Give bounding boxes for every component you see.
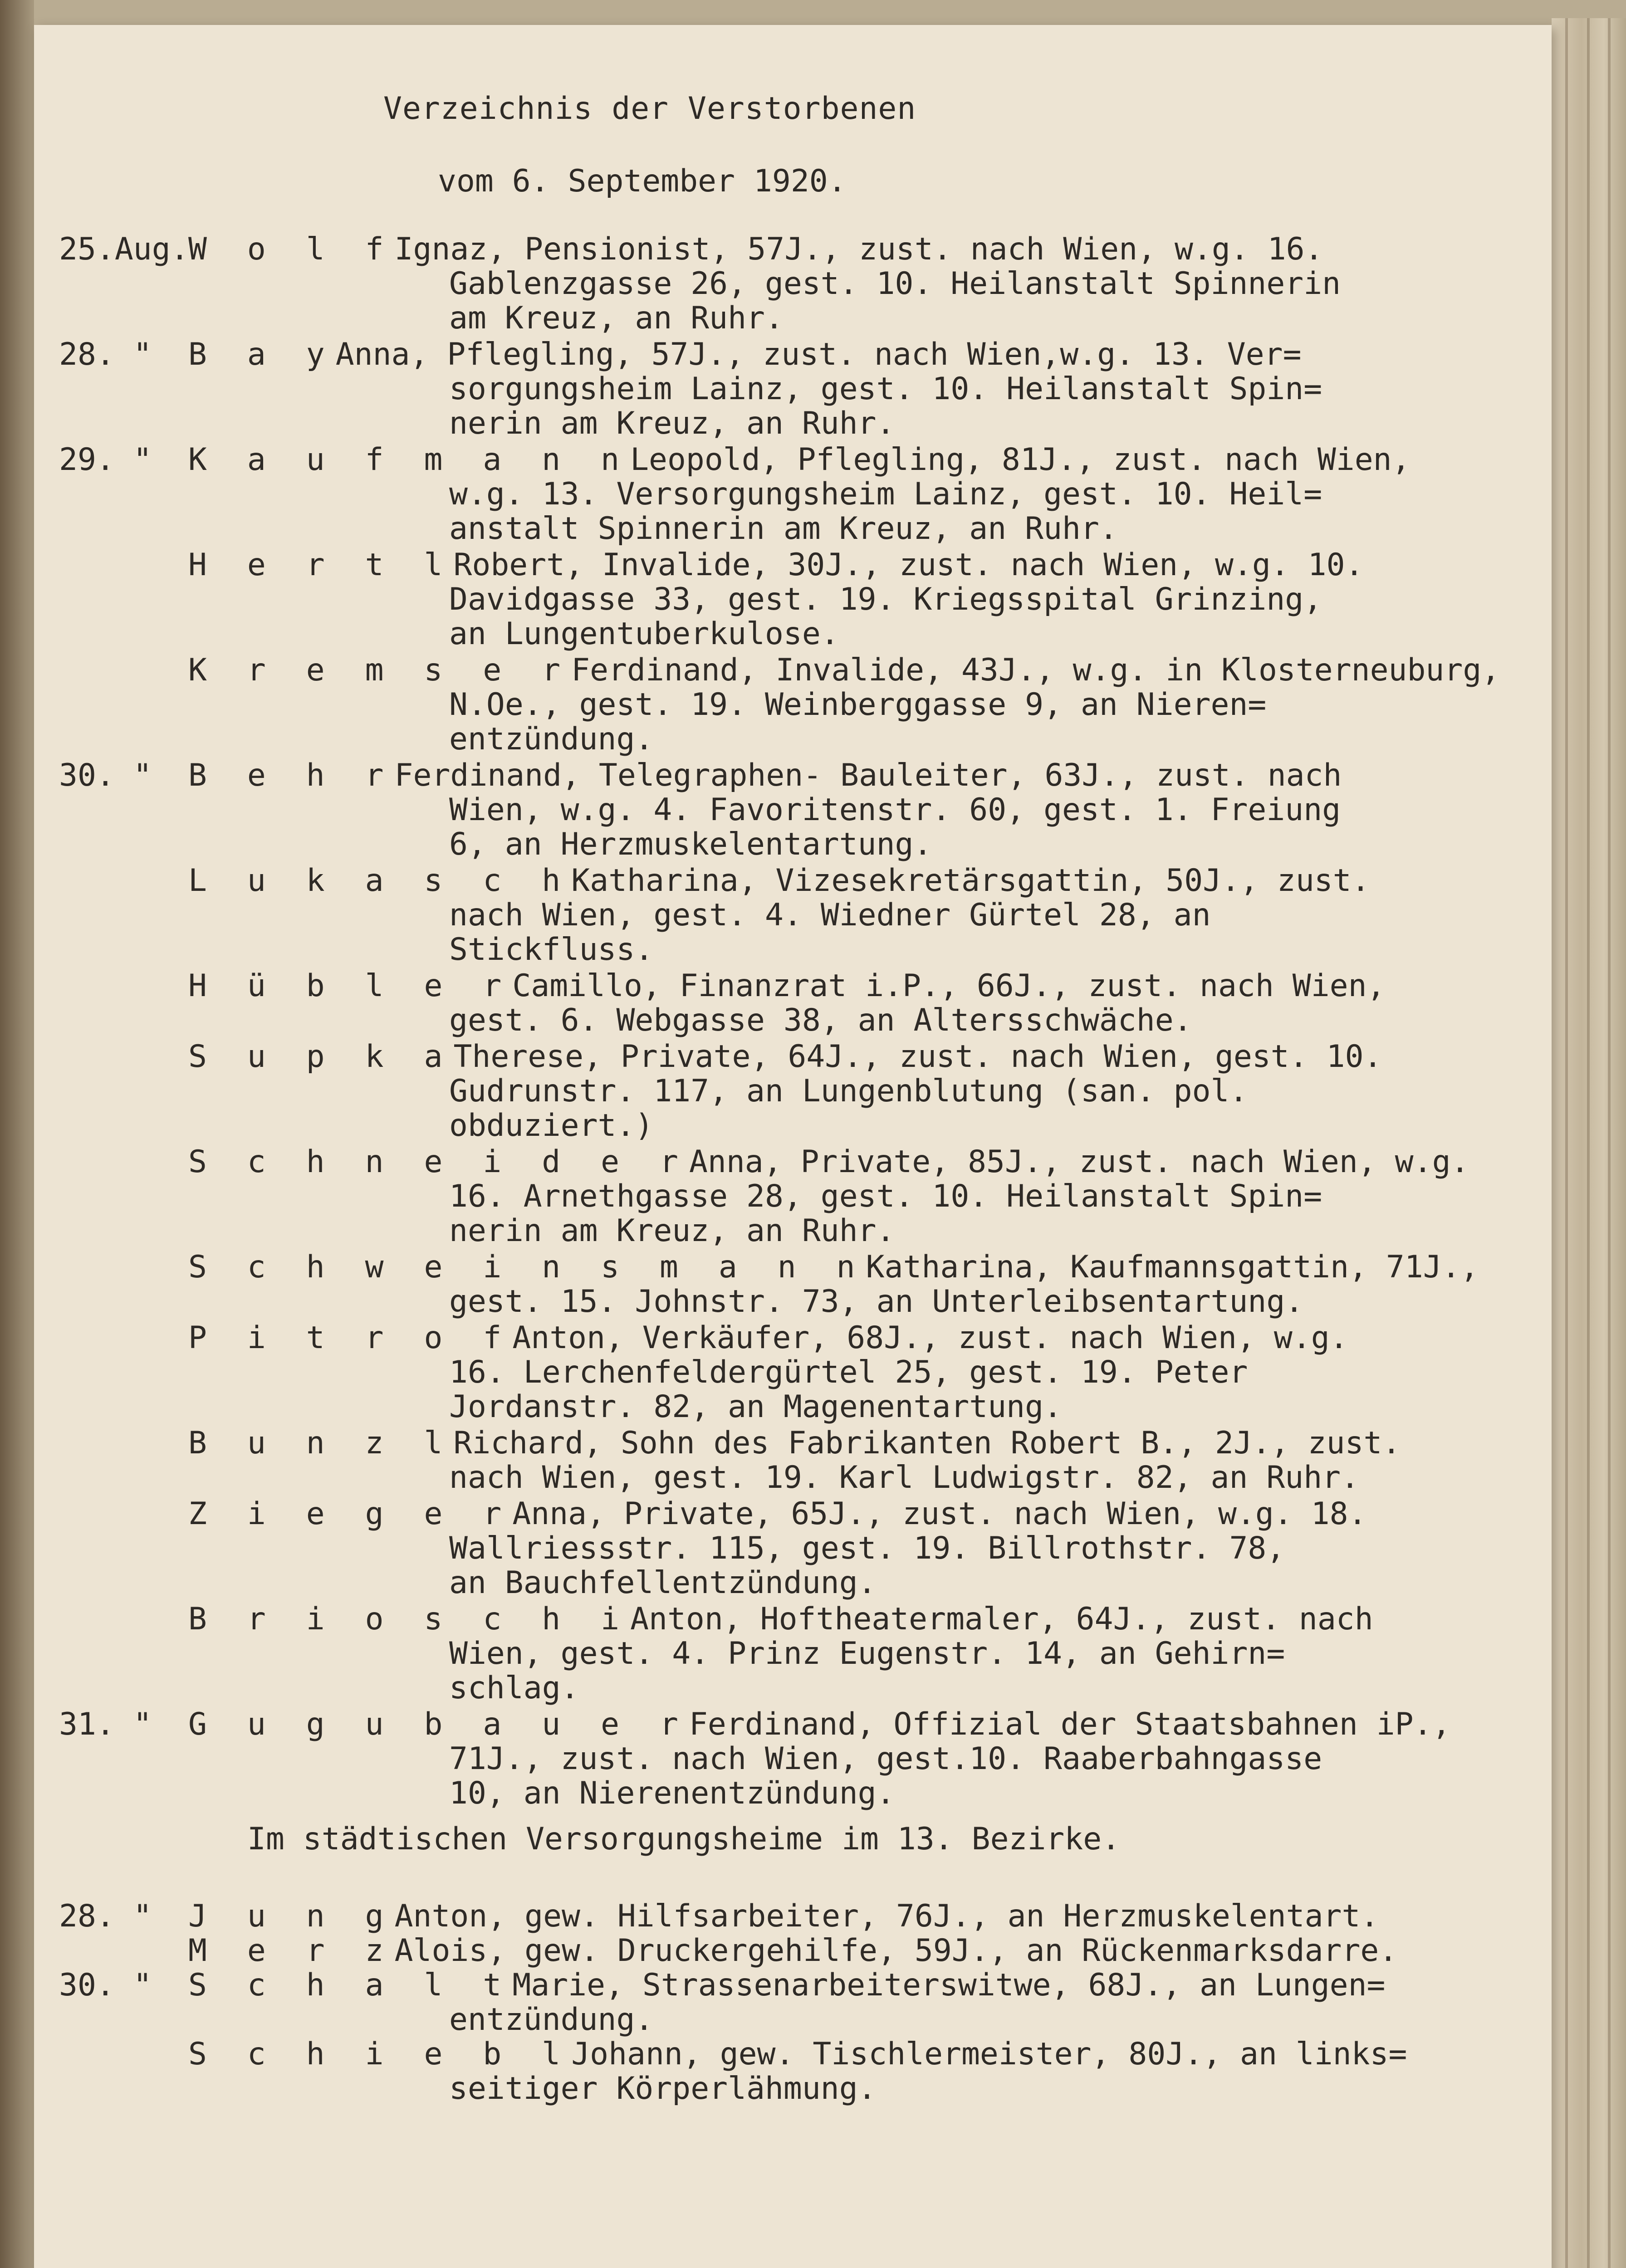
entry-first-line [188, 2036, 1407, 2072]
entry-text: Robert, Invalide, 30J., zust. nach Wien, w.g. 10. [453, 547, 1364, 583]
entry-continuation-line: Jordanstr. 82, an Magenentartung. [449, 1389, 1063, 1425]
entry-surname: K a u f m a n n [188, 442, 631, 478]
entry-first-line [188, 231, 1323, 267]
entry-continuation-line: gest. 15. Johnstr. 73, an Unterleibsentartung. [449, 1284, 1304, 1320]
entry-continuation-line: Stickfluss. [449, 932, 654, 968]
entry-first-line [188, 1601, 1373, 1637]
entry-continuation-line: Wien, gest. 4. Prinz Eugenstr. 14, an Gehirn= [449, 1636, 1285, 1672]
entry-first-line [188, 442, 1411, 478]
entry-date: 30. " [59, 758, 152, 793]
entry-date: 31. " [59, 1706, 152, 1742]
entry-surname: S c h n e i d e r [188, 1144, 689, 1180]
entry-text: Katharina, Vizesekretärsgattin, 50J., zust. [571, 863, 1370, 899]
entry-surname: S c h a l t [188, 1967, 513, 2003]
entry-text: Ferdinand, Offizial der Staatsbahnen iP., [689, 1706, 1451, 1742]
entry-continuation-line: w.g. 13. Versorgungsheim Lainz, gest. 10. Heil= [449, 476, 1322, 512]
entry-continuation-line: 71J., zust. nach Wien, gest.10. Raaberbahngasse [449, 1741, 1322, 1777]
section-heading: Im städtischen Versorgungsheime im 13. Bezirke. [247, 1821, 1121, 1857]
entry-text: Leopold, Pflegling, 81J., zust. nach Wien, [630, 442, 1411, 478]
entry-surname: B a y [188, 337, 336, 372]
entry-surname: G u g u b a u e r [188, 1706, 689, 1742]
entry-continuation-line: Gudrunstr. 117, an Lungenblutung (san. pol. [449, 1073, 1248, 1109]
entry-continuation-line: nerin am Kreuz, an Ruhr. [449, 406, 895, 441]
entry-text: Johann, gew. Tischlermeister, 80J., an links= [571, 2036, 1407, 2072]
entry-continuation-line: 16. Arnethgasse 28, gest. 10. Heilanstalt Spin= [449, 1178, 1322, 1214]
entry-surname: S c h w e i n s m a n n [188, 1249, 866, 1285]
entry-continuation-line: nach Wien, gest. 19. Karl Ludwigstr. 82, an Ruhr. [449, 1460, 1360, 1496]
book-spine [0, 0, 34, 2268]
entry-text: Anton, Verkäufer, 68J., zust. nach Wien, w.g. [512, 1320, 1348, 1356]
entry-surname: M e r z [188, 1933, 395, 1969]
entry-first-line [188, 1039, 1382, 1075]
entry-date: 28. " [59, 337, 152, 372]
entry-date: 28. " [59, 1898, 152, 1934]
entry-continuation-line: entzündung. [449, 721, 654, 757]
entry-text: Anna, Private, 65J., zust. nach Wien, w.g. 18. [512, 1496, 1367, 1532]
entry-surname: P i t r o f [188, 1320, 513, 1356]
entry-text: Anton, Hoftheatermaler, 64J., zust. nach [630, 1601, 1373, 1637]
entry-text: Anton, gew. Hilfsarbeiter, 76J., an Herzmuskelentart. [394, 1898, 1379, 1934]
entry-date: 25.Aug. [59, 231, 189, 267]
entry-surname: W o l f [188, 231, 395, 267]
entry-text: Marie, Strassenarbeiterswitwe, 68J., an Lungen= [512, 1967, 1386, 2003]
entry-continuation-line: 16. Lerchenfeldergürtel 25, gest. 19. Peter [449, 1354, 1248, 1390]
entry-date: 30. " [59, 1967, 152, 2003]
entry-surname: H ü b l e r [188, 968, 513, 1004]
entry-continuation-line: Wallriessstr. 115, gest. 19. Billrothstr. 78, [449, 1530, 1285, 1566]
entry-continuation-line: an Lungentuberkulose. [449, 616, 839, 652]
entry-continuation-line: seitiger Körperlähmung. [449, 2071, 877, 2107]
entry-first-line [188, 1320, 1348, 1356]
entry-first-line [188, 337, 1302, 372]
entry-first-line [188, 1706, 1451, 1742]
entry-surname: S u p k a [188, 1039, 454, 1075]
entry-text: Therese, Private, 64J., zust. nach Wien, gest. 10. [453, 1039, 1382, 1075]
entry-first-line [188, 652, 1500, 688]
entry-text: Richard, Sohn des Fabrikanten Robert B., 2J., zust. [453, 1425, 1401, 1461]
entry-first-line [188, 1967, 1386, 2003]
entry-continuation-line: an Bauchfellentzündung. [449, 1565, 877, 1601]
entry-first-line [188, 758, 1342, 793]
entry-continuation-line: gest. 6. Webgasse 38, an Altersschwäche. [449, 1002, 1192, 1038]
document-page [34, 25, 1552, 2268]
entry-continuation-line: obduziert.) [449, 1108, 654, 1144]
entry-continuation-line: Davidgasse 33, gest. 19. Kriegsspital Grinzing, [449, 582, 1322, 617]
entry-continuation-line: Gablenzgasse 26, gest. 10. Heilanstalt Spinnerin [449, 266, 1341, 302]
entry-text: Ferdinand, Invalide, 43J., w.g. in Klosterneuburg, [571, 652, 1500, 688]
entry-first-line [188, 1144, 1469, 1180]
entry-date: 29. " [59, 442, 152, 478]
entry-surname: B r i o s c h i [188, 1601, 631, 1637]
entry-surname: B u n z l [188, 1425, 454, 1461]
entry-first-line [188, 1249, 1479, 1285]
entry-text: Camillo, Finanzrat i.P., 66J., zust. nach Wien, [512, 968, 1386, 1004]
entry-first-line [188, 1933, 1397, 1969]
entry-surname: H e r t l [188, 547, 454, 583]
entry-surname: L u k a s c h [188, 863, 572, 899]
entry-first-line [188, 1496, 1367, 1532]
entry-continuation-line: 10, an Nierenentzündung. [449, 1775, 895, 1811]
entry-text: Ferdinand, Telegraphen- Bauleiter, 63J., zust. nach [394, 758, 1342, 793]
entry-first-line [188, 1898, 1379, 1934]
page-stack-edge [1552, 18, 1626, 2268]
entry-text: Anna, Private, 85J., zust. nach Wien, w.g. [689, 1144, 1469, 1180]
entry-continuation-line: schlag. [449, 1670, 579, 1706]
entry-text: Alois, gew. Druckergehilfe, 59J., an Rückenmarksdarre. [394, 1933, 1398, 1969]
document-body [34, 25, 1552, 2268]
entry-continuation-line: am Kreuz, an Ruhr. [449, 300, 784, 336]
entry-surname: Z i e g e r [188, 1496, 513, 1532]
entry-continuation-line: nach Wien, gest. 4. Wiedner Gürtel 28, an [449, 897, 1211, 933]
entry-surname: K r e m s e r [188, 652, 572, 688]
entry-continuation-line: anstalt Spinnerin am Kreuz, an Ruhr. [449, 511, 1118, 547]
entry-continuation-line: Wien, w.g. 4. Favoritenstr. 60, gest. 1. Freiung [449, 792, 1341, 828]
entry-continuation-line: nerin am Kreuz, an Ruhr. [449, 1213, 895, 1249]
entry-first-line [188, 968, 1386, 1004]
document-subtitle: vom 6. September 1920. [438, 163, 847, 199]
entry-continuation-line: 6, an Herzmuskelentartung. [449, 826, 932, 862]
entry-continuation-line: sorgungsheim Lainz, gest. 10. Heilanstalt Spin= [449, 371, 1322, 407]
entry-text: Ignaz, Pensionist, 57J., zust. nach Wien, w.g. 16. [394, 231, 1323, 267]
entry-text: Anna, Pflegling, 57J., zust. nach Wien,w.g. 13. Ver= [335, 337, 1302, 372]
entry-first-line [188, 863, 1370, 899]
entry-surname: J u n g [188, 1898, 395, 1934]
entry-continuation-line: N.Oe., gest. 19. Weinberggasse 9, an Nieren= [449, 687, 1267, 723]
entry-surname: S c h i e b l [188, 2036, 572, 2072]
entry-surname: B e h r [188, 758, 395, 793]
entry-continuation-line: entzündung. [449, 2002, 654, 2038]
entry-text: Katharina, Kaufmannsgattin, 71J., [866, 1249, 1479, 1285]
document-title: Verzeichnis der Verstorbenen [383, 91, 916, 127]
entry-first-line [188, 1425, 1401, 1461]
entry-first-line [188, 547, 1364, 583]
